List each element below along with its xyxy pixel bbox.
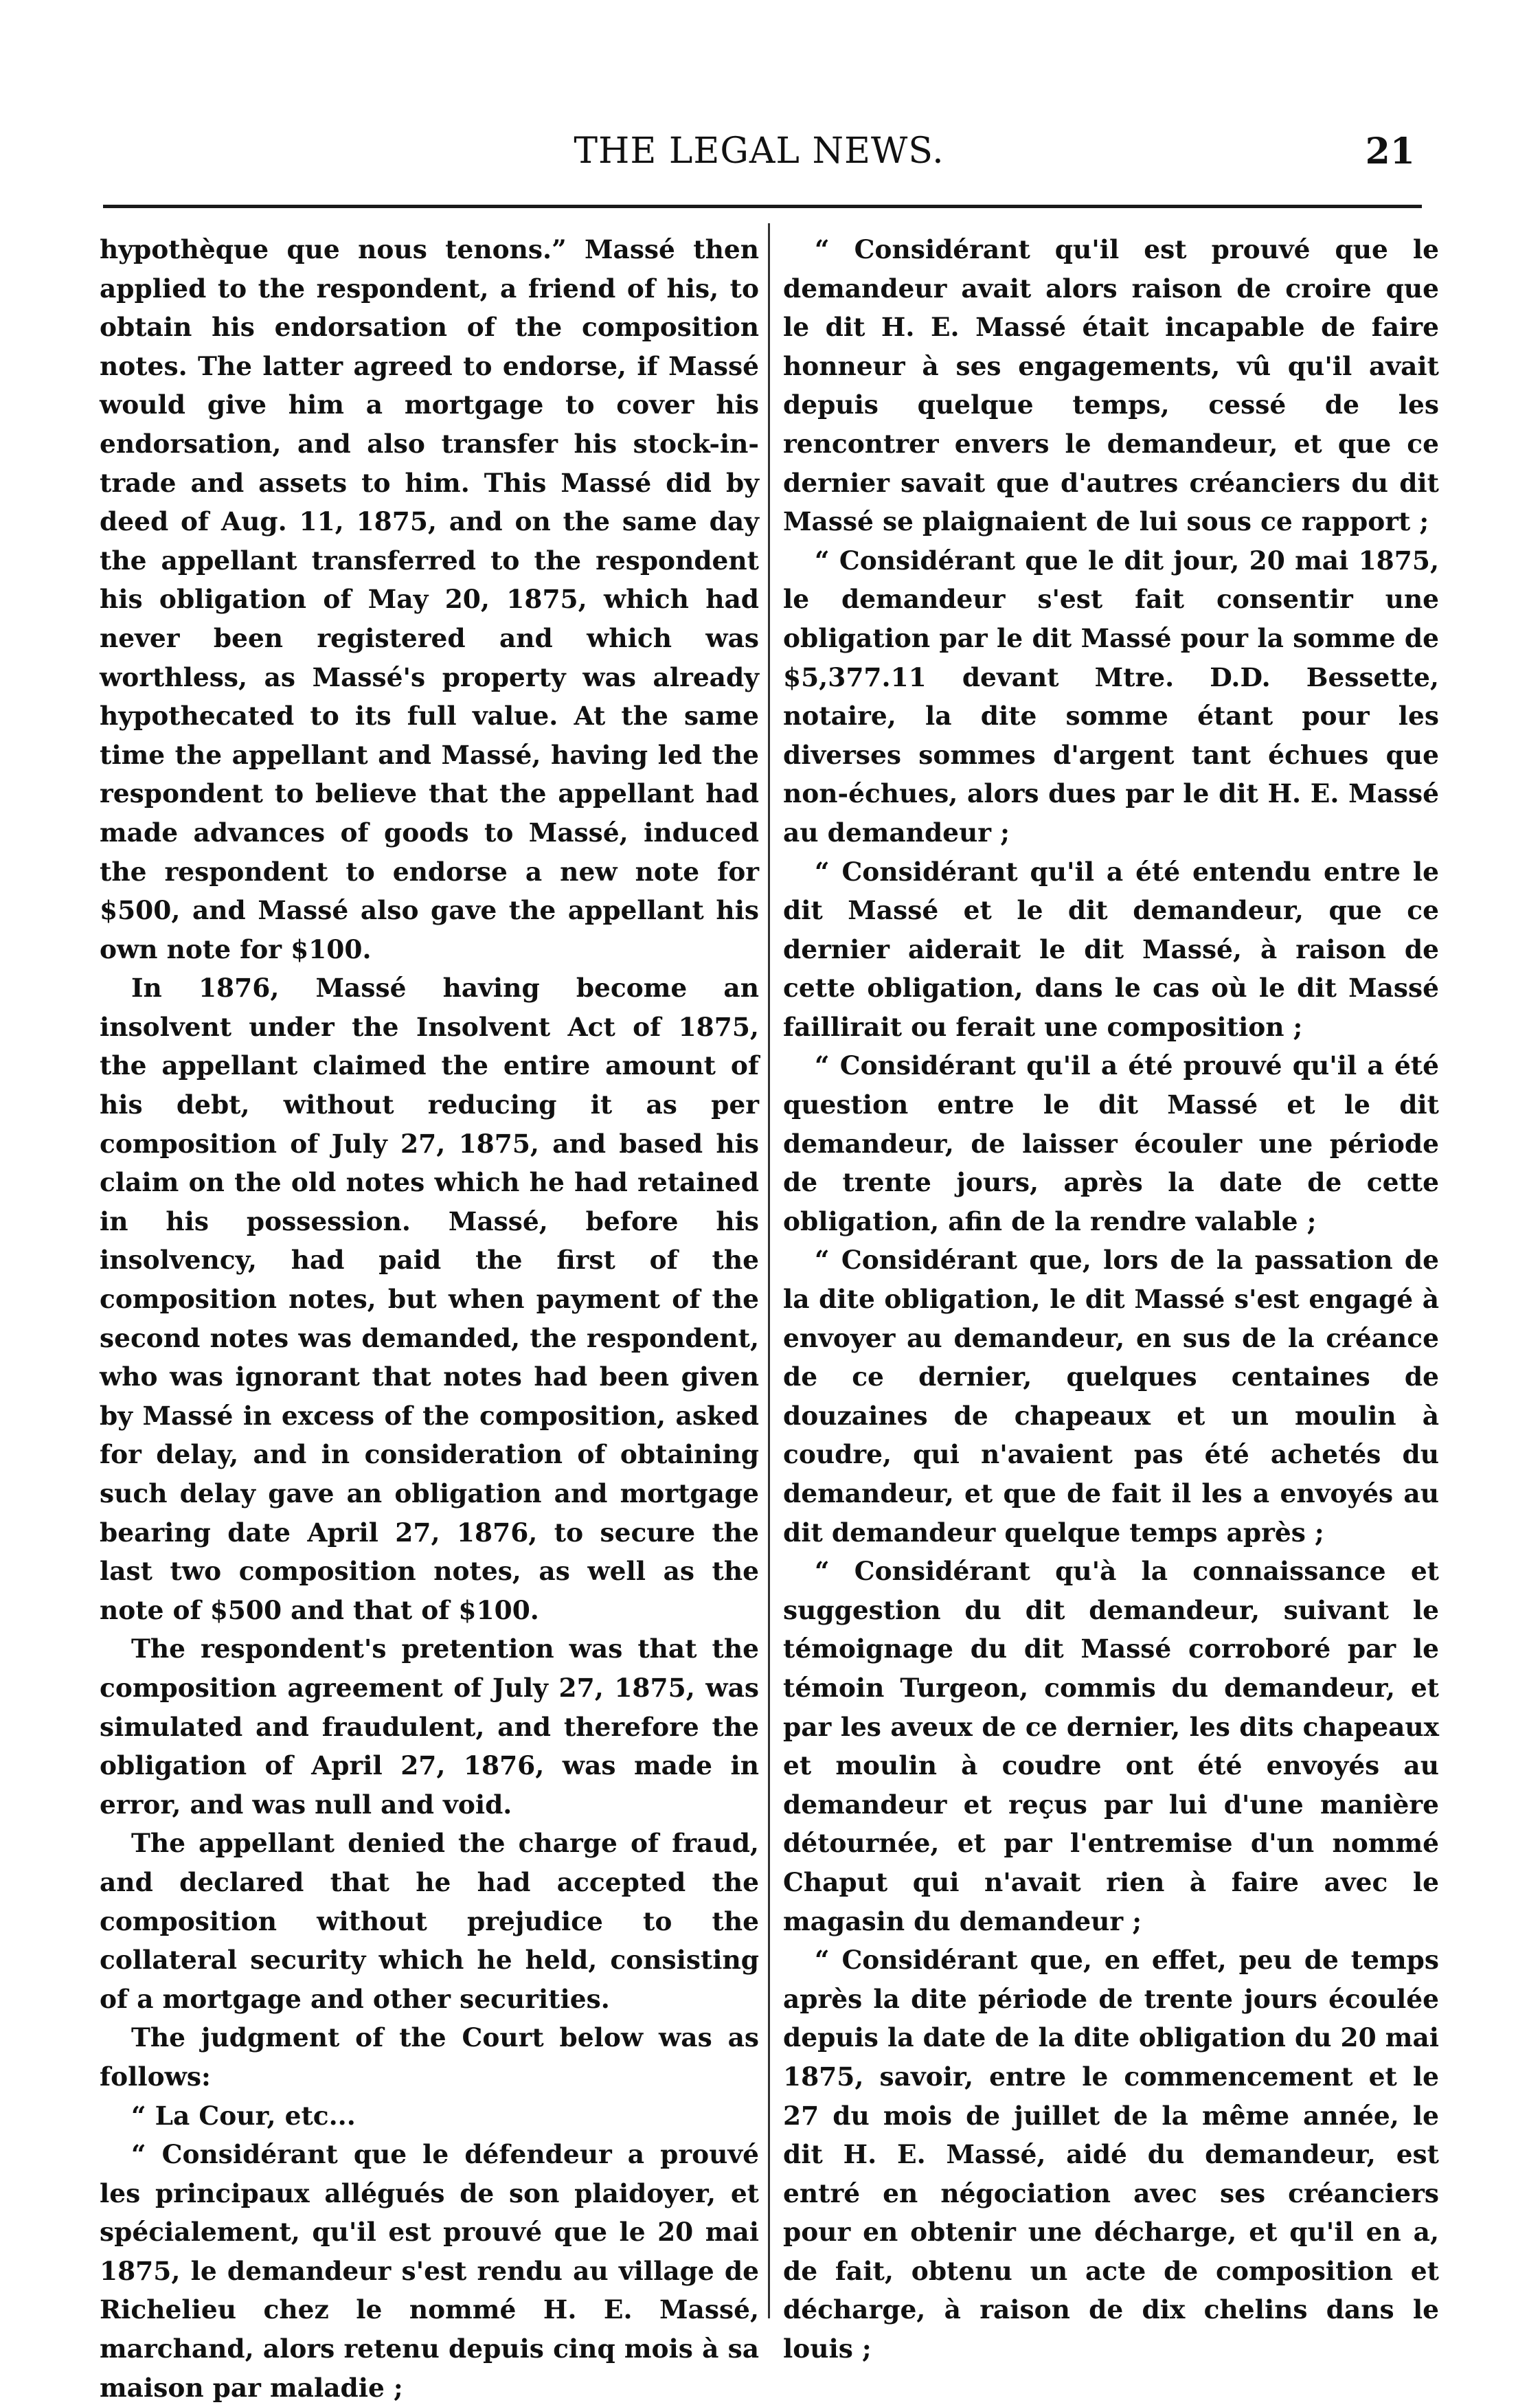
paragraph: “ Considérant qu'il a été entendu entre le dit Massé et le dit demandeur, que ce dernier aiderait le dit Massé, à raison de cette obligation, dans le cas où le dit Massé faillirait ou ferait une composition ; [783,856,1439,1042]
column-divider [768,223,770,2318]
paragraph: In 1876, Massé having become an insolvent under the Insolvent Act of 1875, the appellant claimed the entire amount of his debt, without reducing it as per composition of July 27, 1875, and based his claim on the old notes which he had retained in his possession. Massé, before his insolvency, had paid the first of the composition notes, but when payment of the second notes was demanded, the respondent, who was ignorant that notes had been given by Massé in excess of the composition, asked for delay, and in consideration of obtaining such delay gave an obligation and mortgage bearing date April 27, 1876, to secure the last two composition notes, as well as the note of $500 and that of $100. [100,973,759,1625]
paragraph: “ Considérant que le défendeur a prouvé les principaux allégués de son plaidoyer, et spécialement, qu'il est prouvé que le 20 mai 1875, le demandeur s'est rendu au village de Richelieu chez le nommé H. E. Massé, marchand, alors retenu depuis cinq mois à sa maison par maladie ; [100,2139,759,2403]
paragraph: The respondent's pretention was that the composition agreement of July 27, 1875, was simulated and fraudulent, and therefore the obligation of April 27, 1876, was made in error, and was null and void. [100,1634,759,1820]
running-title: THE LEGAL NEWS. [574,131,944,172]
paragraph: The judgment of the Court below was as follows: [100,2022,759,2092]
right-column [783,230,1439,2369]
page-number: 21 [1365,131,1415,172]
paragraph: “ Considérant que, en effet, peu de temps après la dite période de trente jours écoulée depuis la date de la dite obligation du 20 mai 1875, savoir, entre le commencement et le 27 du mois de juillet de la même année, le dit H. E. Massé, aidé du demandeur, est entré en négociation avec ses créanciers pour en obtenir une décharge, et qu'il en a, de fait, obtenu un acte de composition et décharge, à raison de dix chelins dans le louis ; [783,1945,1439,2364]
paragraph: hypothèque que nous tenons.” Massé then applied to the respondent, a friend of his, to obtain his endorsation of the composition notes. The latter agreed to endorse, if Massé would give him a mortgage to cover his endorsation, and also transfer his stock-in-trade and assets to him. This Massé did by deed of Aug. 11, 1875, and on the same day the appellant transferred to the respondent his obligation of May 20, 1875, which had never been registered and which was worthless, as Massé's property was already hypothecated to its full value. At the same time the appellant and Massé, having led the respondent to believe that the appellant had made advances of goods to Massé, induced the respondent to endorse a new note for $500, and Massé also gave the appellant his own note for $100. [100,234,759,964]
paragraph: “ Considérant qu'il a été prouvé qu'il a été question entre le dit Massé et le dit demandeur, de laisser écouler une période de trente jours, après la date de cette obligation, afin de la rendre valable ; [783,1050,1439,1236]
paragraph: “ Considérant qu'à la connaissance et suggestion du dit demandeur, suivant le témoignage du dit Massé corroboré par le témoin Turgeon, commis du demandeur, et par les aveux de ce dernier, les dits chapeaux et moulin à coudre ont été envoyés au demandeur et reçus par lui d'une manière détournée, et par l'entremise d'un nommé Chaput qui n'avait rien à faire avec le magasin du demandeur ; [783,1556,1439,1936]
paragraph: “ Considérant que, lors de la passation de la dite obligation, le dit Massé s'est engagé à envoyer au demandeur, en sus de la créance de ce dernier, quelques centaines de douzaines de chapeaux et un moulin à coudre, qui n'avaient pas été achetés du demandeur, et que de fait il les a envoyés au dit demandeur quelque temps après ; [783,1245,1439,1548]
paragraph: “ Considérant qu'il est prouvé que le demandeur avait alors raison de croire que le dit H. E. Massé était incapable de faire honneur à ses engagements, vû qu'il avait depuis quelque temps, cessé de les rencontrer envers le demandeur, et que ce dernier savait que d'autres créanciers du dit Massé se plaignaient de lui sous ce rapport ; [783,234,1439,537]
paragraph: “ La Cour, etc... [131,2100,356,2131]
left-column [100,230,759,2407]
paragraph: “ Considérant que le dit jour, 20 mai 1875, le demandeur s'est fait consentir une obligation par le dit Massé pour la somme de $5,377.11 devant Mtre. D.D. Bessette, notaire, la dite somme étant pour les diverses sommes d'argent tant échues que non-échues, alors dues par le dit H. E. Massé au demandeur ; [783,545,1439,848]
paragraph: The appellant denied the charge of fraud, and declared that he had accepted the composition without prejudice to the collateral security which he held, consisting of a mortgage and other securities. [100,1828,759,2014]
header-rule [103,205,1422,208]
page-header [96,131,1422,179]
